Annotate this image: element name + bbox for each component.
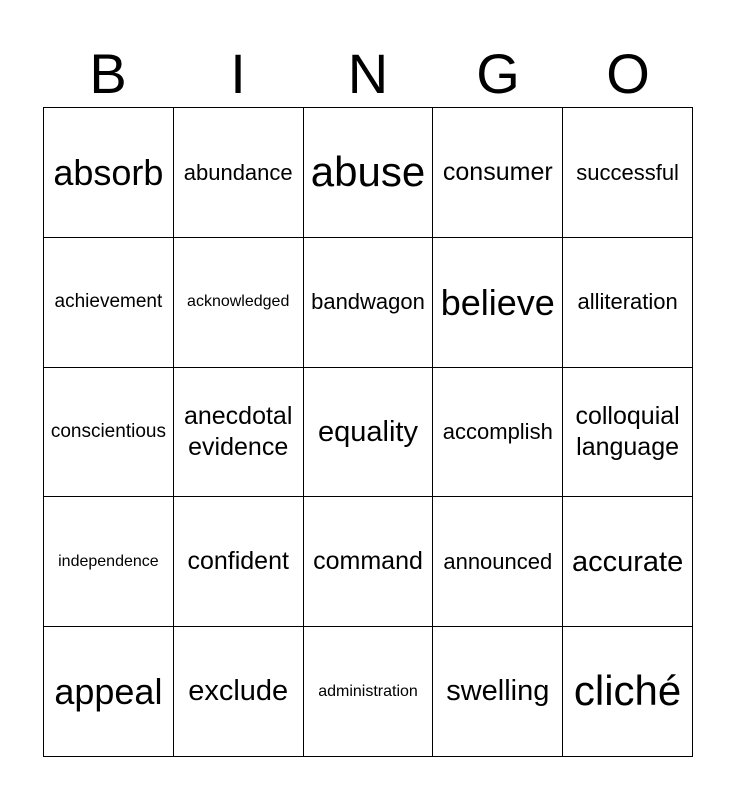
header-letter-g: G [476, 42, 520, 105]
cell-word: colloquial language [575, 401, 680, 461]
bingo-cell [563, 108, 693, 238]
header-letter-b: B [89, 42, 127, 105]
cell-word: conscientious [50, 421, 166, 443]
cell-word: accurate [571, 545, 684, 578]
cell-word: independence [58, 552, 159, 570]
header-letter-i: I [230, 42, 246, 105]
header-letter-o: O [606, 42, 650, 105]
bingo-cell [174, 368, 304, 498]
cell-word: achievement [54, 291, 163, 313]
cell-word: acknowledged [187, 293, 290, 311]
cell-word: appeal [54, 671, 163, 713]
bingo-cell [433, 238, 563, 368]
bingo-cell [433, 108, 563, 238]
bingo-cell [304, 368, 434, 498]
bingo-cell [174, 627, 304, 757]
bingo-cell [44, 108, 174, 238]
cell-word: announced [443, 549, 553, 575]
bingo-cell [563, 627, 693, 757]
bingo-cell [304, 627, 434, 757]
cell-word: abundance [183, 159, 293, 185]
bingo-cell [304, 108, 434, 238]
cell-word: alliteration [577, 289, 678, 315]
bingo-cell [44, 238, 174, 368]
bingo-header [43, 40, 693, 108]
cell-word: swelling [446, 675, 550, 708]
cell-word: accomplish [442, 419, 553, 445]
cell-word: abuse [310, 148, 426, 196]
bingo-cell [433, 497, 563, 627]
bingo-cell [44, 368, 174, 498]
cell-word: equality [318, 415, 418, 448]
cell-word: cliché [573, 667, 682, 715]
cell-word: bandwagon [311, 289, 425, 315]
cell-word: believe [440, 281, 555, 323]
bingo-cell [174, 497, 304, 627]
bingo-cell [174, 108, 304, 238]
bingo-cell [44, 497, 174, 627]
bingo-cell [433, 368, 563, 498]
bingo-cell [433, 627, 563, 757]
bingo-cell [304, 497, 434, 627]
cell-word: administration [318, 682, 418, 700]
header-letter-n: N [347, 42, 389, 105]
cell-word: command [313, 547, 423, 576]
bingo-cell [563, 238, 693, 368]
cell-word: successful [576, 159, 679, 185]
bingo-cell [563, 497, 693, 627]
cell-word: absorb [53, 151, 164, 193]
cell-word: anecdotal evidence [183, 401, 293, 461]
bingo-cell [44, 627, 174, 757]
cell-word: consumer [442, 157, 553, 186]
cell-word: exclude [188, 675, 289, 708]
bingo-cell [304, 238, 434, 368]
bingo-cell [174, 238, 304, 368]
cell-word: confident [187, 547, 289, 576]
bingo-cell [563, 368, 693, 498]
bingo-card-grid [43, 107, 693, 757]
